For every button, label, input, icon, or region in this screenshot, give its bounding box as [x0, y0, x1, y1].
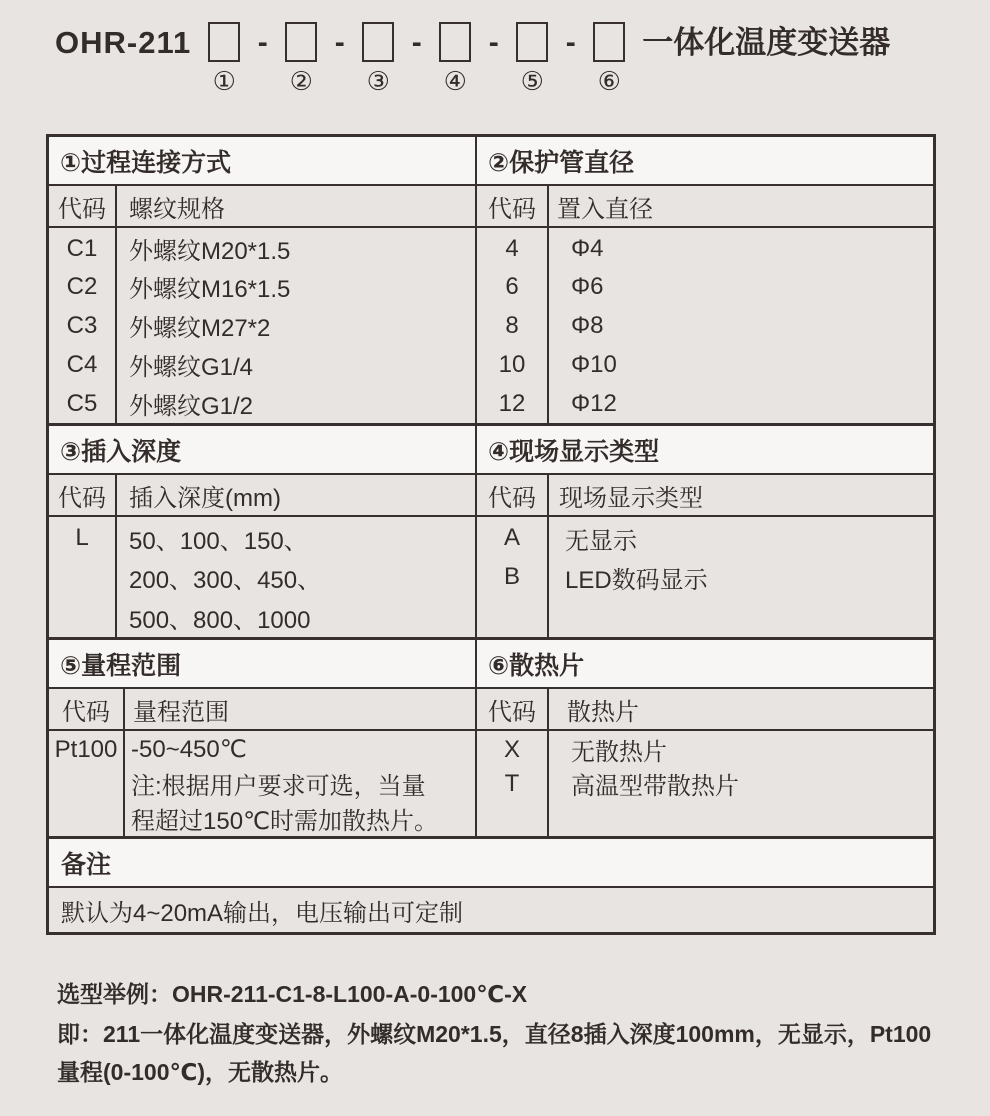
- section-protection-tube-diameter: [477, 137, 933, 423]
- value-cell: 外螺纹G1/4: [129, 354, 254, 381]
- code-cell: L: [75, 524, 89, 551]
- value-cell: -50~450℃: [131, 736, 247, 763]
- section-remark: [49, 839, 933, 932]
- section-body: [49, 475, 475, 637]
- section-body: [477, 689, 933, 836]
- section-body: [477, 475, 933, 637]
- value-column-header: 置入直径: [549, 186, 933, 228]
- value-column: [549, 186, 933, 423]
- value-cell: 500、800、1000: [129, 606, 311, 634]
- code-cell: C1: [66, 234, 98, 262]
- section-row-1: [49, 137, 933, 426]
- remark-content: 默认为4~20mA输出，电压输出可定制: [61, 899, 464, 927]
- value-column: [549, 475, 933, 637]
- model-slot-5: [515, 22, 549, 96]
- value-cell: 外螺纹G1/2: [129, 393, 254, 420]
- section-body: [477, 186, 933, 423]
- code-cell: 4: [505, 234, 519, 262]
- code-cell: C4: [66, 350, 98, 378]
- example-model-string: OHR-211-C1-8-L100-A-0-100℃-X: [172, 981, 528, 1007]
- value-cell: 程超过150℃时需加散热片。: [131, 808, 438, 835]
- value-cell: 200、300、450、: [129, 566, 322, 594]
- section-title: ⑤量程范围: [49, 640, 475, 689]
- slot-number-5: ⑤: [520, 66, 544, 96]
- slot-number-6: ⑥: [597, 66, 621, 96]
- value-column: [117, 475, 475, 637]
- dash-separator: -: [488, 26, 499, 59]
- code-column-header: 代码: [477, 475, 547, 517]
- value-cell: 外螺纹M27*2: [129, 315, 271, 342]
- section-row-2: [49, 426, 933, 640]
- code-cell: 12: [498, 389, 526, 417]
- value-cell: Φ12: [571, 389, 617, 417]
- section-body: [49, 689, 475, 836]
- slot-number-2: ②: [289, 66, 313, 96]
- section-row-3: [49, 640, 933, 839]
- model-code-box-1: [208, 22, 240, 62]
- model-slot-3: [361, 22, 395, 96]
- value-column: [117, 186, 475, 423]
- value-cell: LED数码显示: [565, 566, 708, 594]
- section-title: ④现场显示类型: [477, 426, 933, 475]
- code-column: [49, 475, 117, 637]
- remark-title: 备注: [49, 839, 933, 888]
- value-cell: Φ8: [571, 311, 604, 339]
- value-column-header: 量程范围: [125, 689, 475, 731]
- value-column-header: 螺纹规格: [117, 186, 475, 228]
- value-column-header: 现场显示类型: [549, 475, 933, 517]
- code-column: [477, 475, 549, 637]
- code-column-header: 代码: [49, 689, 123, 731]
- value-cell: 外螺纹M16*1.5: [129, 276, 291, 303]
- value-column-header: 插入深度(mm): [117, 475, 475, 517]
- slot-number-4: ④: [443, 66, 467, 96]
- section-body: [49, 186, 475, 423]
- code-cell: X: [503, 735, 520, 763]
- dash-separator: -: [565, 26, 576, 59]
- product-name: 一体化温度变送器: [642, 25, 891, 60]
- section-insertion-depth: [49, 426, 477, 637]
- value-cell: 高温型带散热片: [571, 773, 739, 800]
- code-cell: A: [503, 524, 520, 551]
- ordering-example: [57, 975, 937, 1091]
- model-slot-4: [438, 22, 472, 96]
- model-code-box-3: [362, 22, 394, 62]
- code-cell: C2: [66, 272, 98, 300]
- value-column-header: 散热片: [549, 689, 933, 731]
- code-cell: 8: [505, 311, 519, 339]
- model-slot-6: [592, 22, 626, 96]
- slot-number-1: ①: [212, 66, 236, 96]
- code-column: [49, 689, 125, 836]
- value-cell: 外螺纹M20*1.5: [129, 238, 291, 265]
- model-slot-1: [207, 22, 241, 96]
- code-column-header: 代码: [49, 475, 115, 517]
- model-slot-2: [284, 22, 318, 96]
- value-column: [549, 689, 933, 836]
- section-heat-sink: [477, 640, 933, 836]
- model-code-box-4: [439, 22, 471, 62]
- dash-separator: -: [411, 26, 422, 59]
- example-label: 选型举例：: [57, 981, 172, 1007]
- model-code-diagram: [0, 0, 990, 96]
- model-code-box-5: [516, 22, 548, 62]
- code-cell: Pt100: [54, 735, 118, 763]
- code-column-header: 代码: [49, 186, 115, 228]
- section-display-type: [477, 426, 933, 637]
- section-measuring-range: [49, 640, 477, 836]
- code-column-header: 代码: [477, 689, 547, 731]
- section-title: ②保护管直径: [477, 137, 933, 186]
- dash-separator: -: [257, 26, 268, 59]
- example-line: [57, 975, 937, 1013]
- value-column: [125, 689, 475, 836]
- value-cell: Φ6: [571, 272, 604, 300]
- dash-separator: -: [334, 26, 345, 59]
- section-title: ①过程连接方式: [49, 137, 475, 186]
- code-cell: C3: [66, 311, 98, 339]
- value-cell: Φ4: [571, 234, 604, 262]
- section-title: ⑥散热片: [477, 640, 933, 689]
- section-title: ③插入深度: [49, 426, 475, 475]
- code-cell: 10: [498, 350, 526, 378]
- model-prefix: OHR-211: [55, 25, 192, 60]
- value-cell: Φ10: [571, 350, 617, 378]
- section-process-connection: [49, 137, 477, 423]
- value-cell: 无显示: [565, 527, 637, 555]
- code-column-header: 代码: [477, 186, 547, 228]
- code-column: [477, 689, 549, 836]
- code-cell: C5: [66, 389, 98, 417]
- code-cell: T: [504, 769, 520, 797]
- value-cell: 无散热片: [571, 739, 667, 766]
- model-code-box-6: [593, 22, 625, 62]
- code-column: [477, 186, 549, 423]
- model-code-box-2: [285, 22, 317, 62]
- code-cell: 6: [505, 272, 519, 300]
- value-cell: 50、100、150、: [129, 527, 308, 555]
- selection-table: [46, 134, 936, 935]
- code-cell: B: [503, 563, 520, 590]
- value-cell: 注:根据用户要求可选，当量: [131, 773, 426, 800]
- slot-number-3: ③: [366, 66, 390, 96]
- code-column: [49, 186, 117, 423]
- example-description: 即：211一体化温度变送器，外螺纹M20*1.5，直径8插入深度100mm，无显示，Pt100量程(0-100℃)，无散热片。: [57, 1021, 932, 1085]
